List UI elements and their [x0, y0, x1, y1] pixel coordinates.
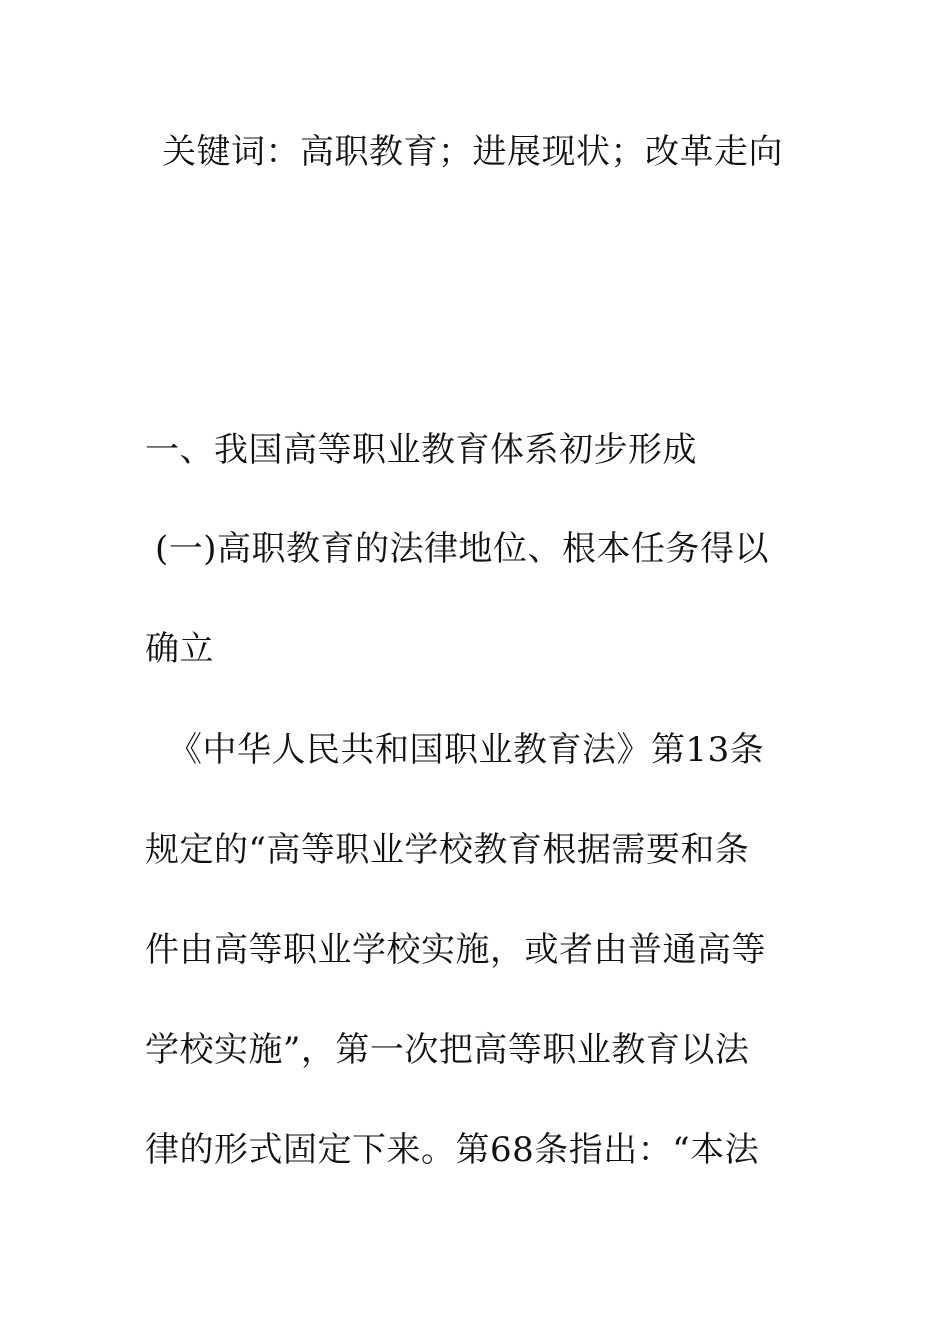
paragraph-line: 《中华人民共和国职业教育法》第13条: [168, 730, 765, 770]
paragraph-line: 律的形式固定下来。第68条指出：“本法: [145, 1130, 760, 1170]
paragraph-line: 件由高等职业学校实施，或者由普通高等: [145, 930, 766, 970]
subsection-heading-line-1: (一)高职教育的法律地位、根本任务得以: [155, 529, 770, 569]
keywords-line: 关键词：高职教育；进展现状；改革走向: [162, 132, 783, 172]
subsection-heading-line-2: 确立: [145, 629, 214, 669]
paragraph-line: 学校实施”，第一次把高等职业教育以法: [145, 1030, 750, 1070]
section-heading: 一、我国高等职业教育体系初步形成: [145, 430, 697, 470]
paragraph-line: 规定的“高等职业学校教育根据需要和条: [145, 830, 750, 870]
